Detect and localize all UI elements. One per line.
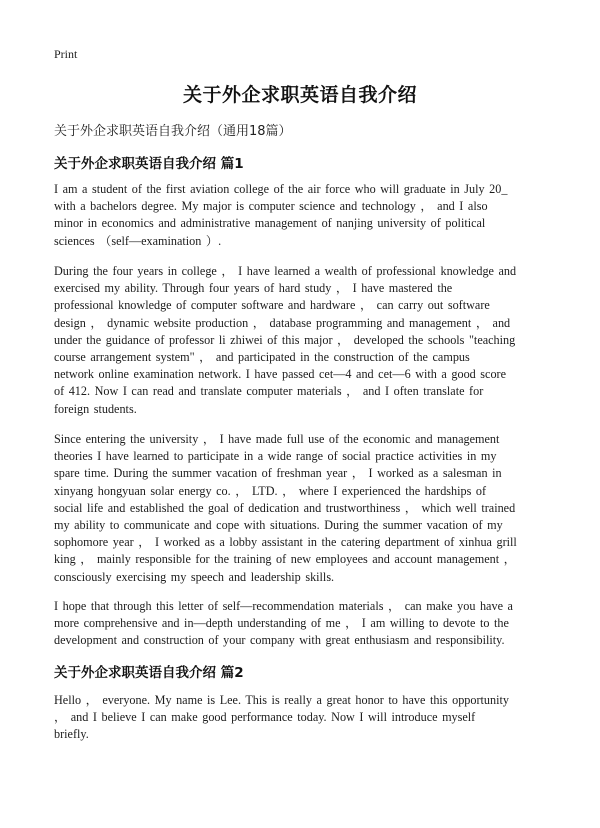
text-line: course arrangement system" ， and participated in the construction of the campus [54, 350, 470, 365]
text-line: consciously exercising my speech and leadership skills. [54, 569, 335, 584]
text-line: professional knowledge of computer software and hardware ， can carry out software [54, 298, 490, 313]
text-line: sciences （self—examination ）. [54, 233, 222, 248]
text-line: exercised my ability. Through four years of hard study ， I have mastered the [54, 281, 453, 296]
text-line: briefly. [54, 727, 89, 742]
section-1-paragraph-1 [54, 181, 544, 250]
section-2-paragraph-1 [54, 692, 544, 744]
section-heading-1: 关于外企求职英语自我介绍 篇1 [54, 156, 244, 172]
text-line: During the four years in college ， I have learned a wealth of professional knowledge and [54, 264, 517, 278]
section-heading-2: 关于外企求职英语自我介绍 篇2 [54, 665, 244, 681]
page-title: 关于外企求职英语自我介绍 [182, 84, 417, 106]
text-line: more comprehensive and in—depth understanding of me ， I am willing to devote to the [54, 616, 509, 631]
text-line: my ability to communicate and cope with situations. During the summer vacation of my [54, 518, 503, 533]
text-line: ， and I believe I can make good performance today. Now I will introduce myself [54, 710, 476, 725]
text-line: Since entering the university ， I have made full use of the economic and management [54, 432, 500, 446]
text-line: development and construction of your company with great enthusiasm and responsibility. [54, 633, 505, 648]
text-line: with a bachelors degree. My major is computer science and technology ， and I also [54, 199, 488, 214]
section-1-paragraph-3 [54, 431, 544, 586]
section-1-paragraph-4 [54, 598, 544, 650]
text-line: under the guidance of professor li zhiwei of this major ， developed the schools "teaching [54, 332, 516, 347]
text-line: minor in economics and administrative management of nanjing university of political [54, 216, 486, 231]
text-line: sophomore year ， I worked as a lobby assistant in the catering department of xinhua grill [54, 535, 517, 550]
print-link[interactable]: Print [54, 47, 78, 61]
text-line: network online examination network. I have passed cet—4 and cet—6 with a good score [54, 367, 507, 382]
text-line: xinyang hongyuan solar energy co. ， LTD. ， where I experienced the hardships of [54, 483, 487, 498]
text-line: I am a student of the first aviation college of the air force who will graduate in July 20_ [54, 182, 508, 196]
text-line: design ， dynamic website production ， database programming and management ， and [54, 315, 511, 330]
section-1-paragraph-2 [54, 263, 544, 418]
text-line: Hello ， everyone. My name is Lee. This is really a great honor to have this opportunity [54, 693, 509, 707]
text-line: king ， mainly responsible for the training of new employees and account management ， [54, 552, 516, 567]
text-line: theories I have learned to participate in a wide range of social practice activities in my [54, 449, 497, 464]
page-subtitle: 关于外企求职英语自我介绍（通用18篇） [54, 124, 292, 139]
text-line: social life and established the goal of dedication and trustworthiness ， which well trained [54, 500, 516, 515]
text-line: of 412. Now I can read and translate computer materials ， and I often translate for [54, 384, 484, 399]
text-line: spare time. During the summer vacation of freshman year ， I worked as a salesman in [54, 466, 502, 481]
text-line: foreign students. [54, 401, 137, 416]
text-line: I hope that through this letter of self—recommendation materials ， can make you have a [54, 599, 513, 613]
